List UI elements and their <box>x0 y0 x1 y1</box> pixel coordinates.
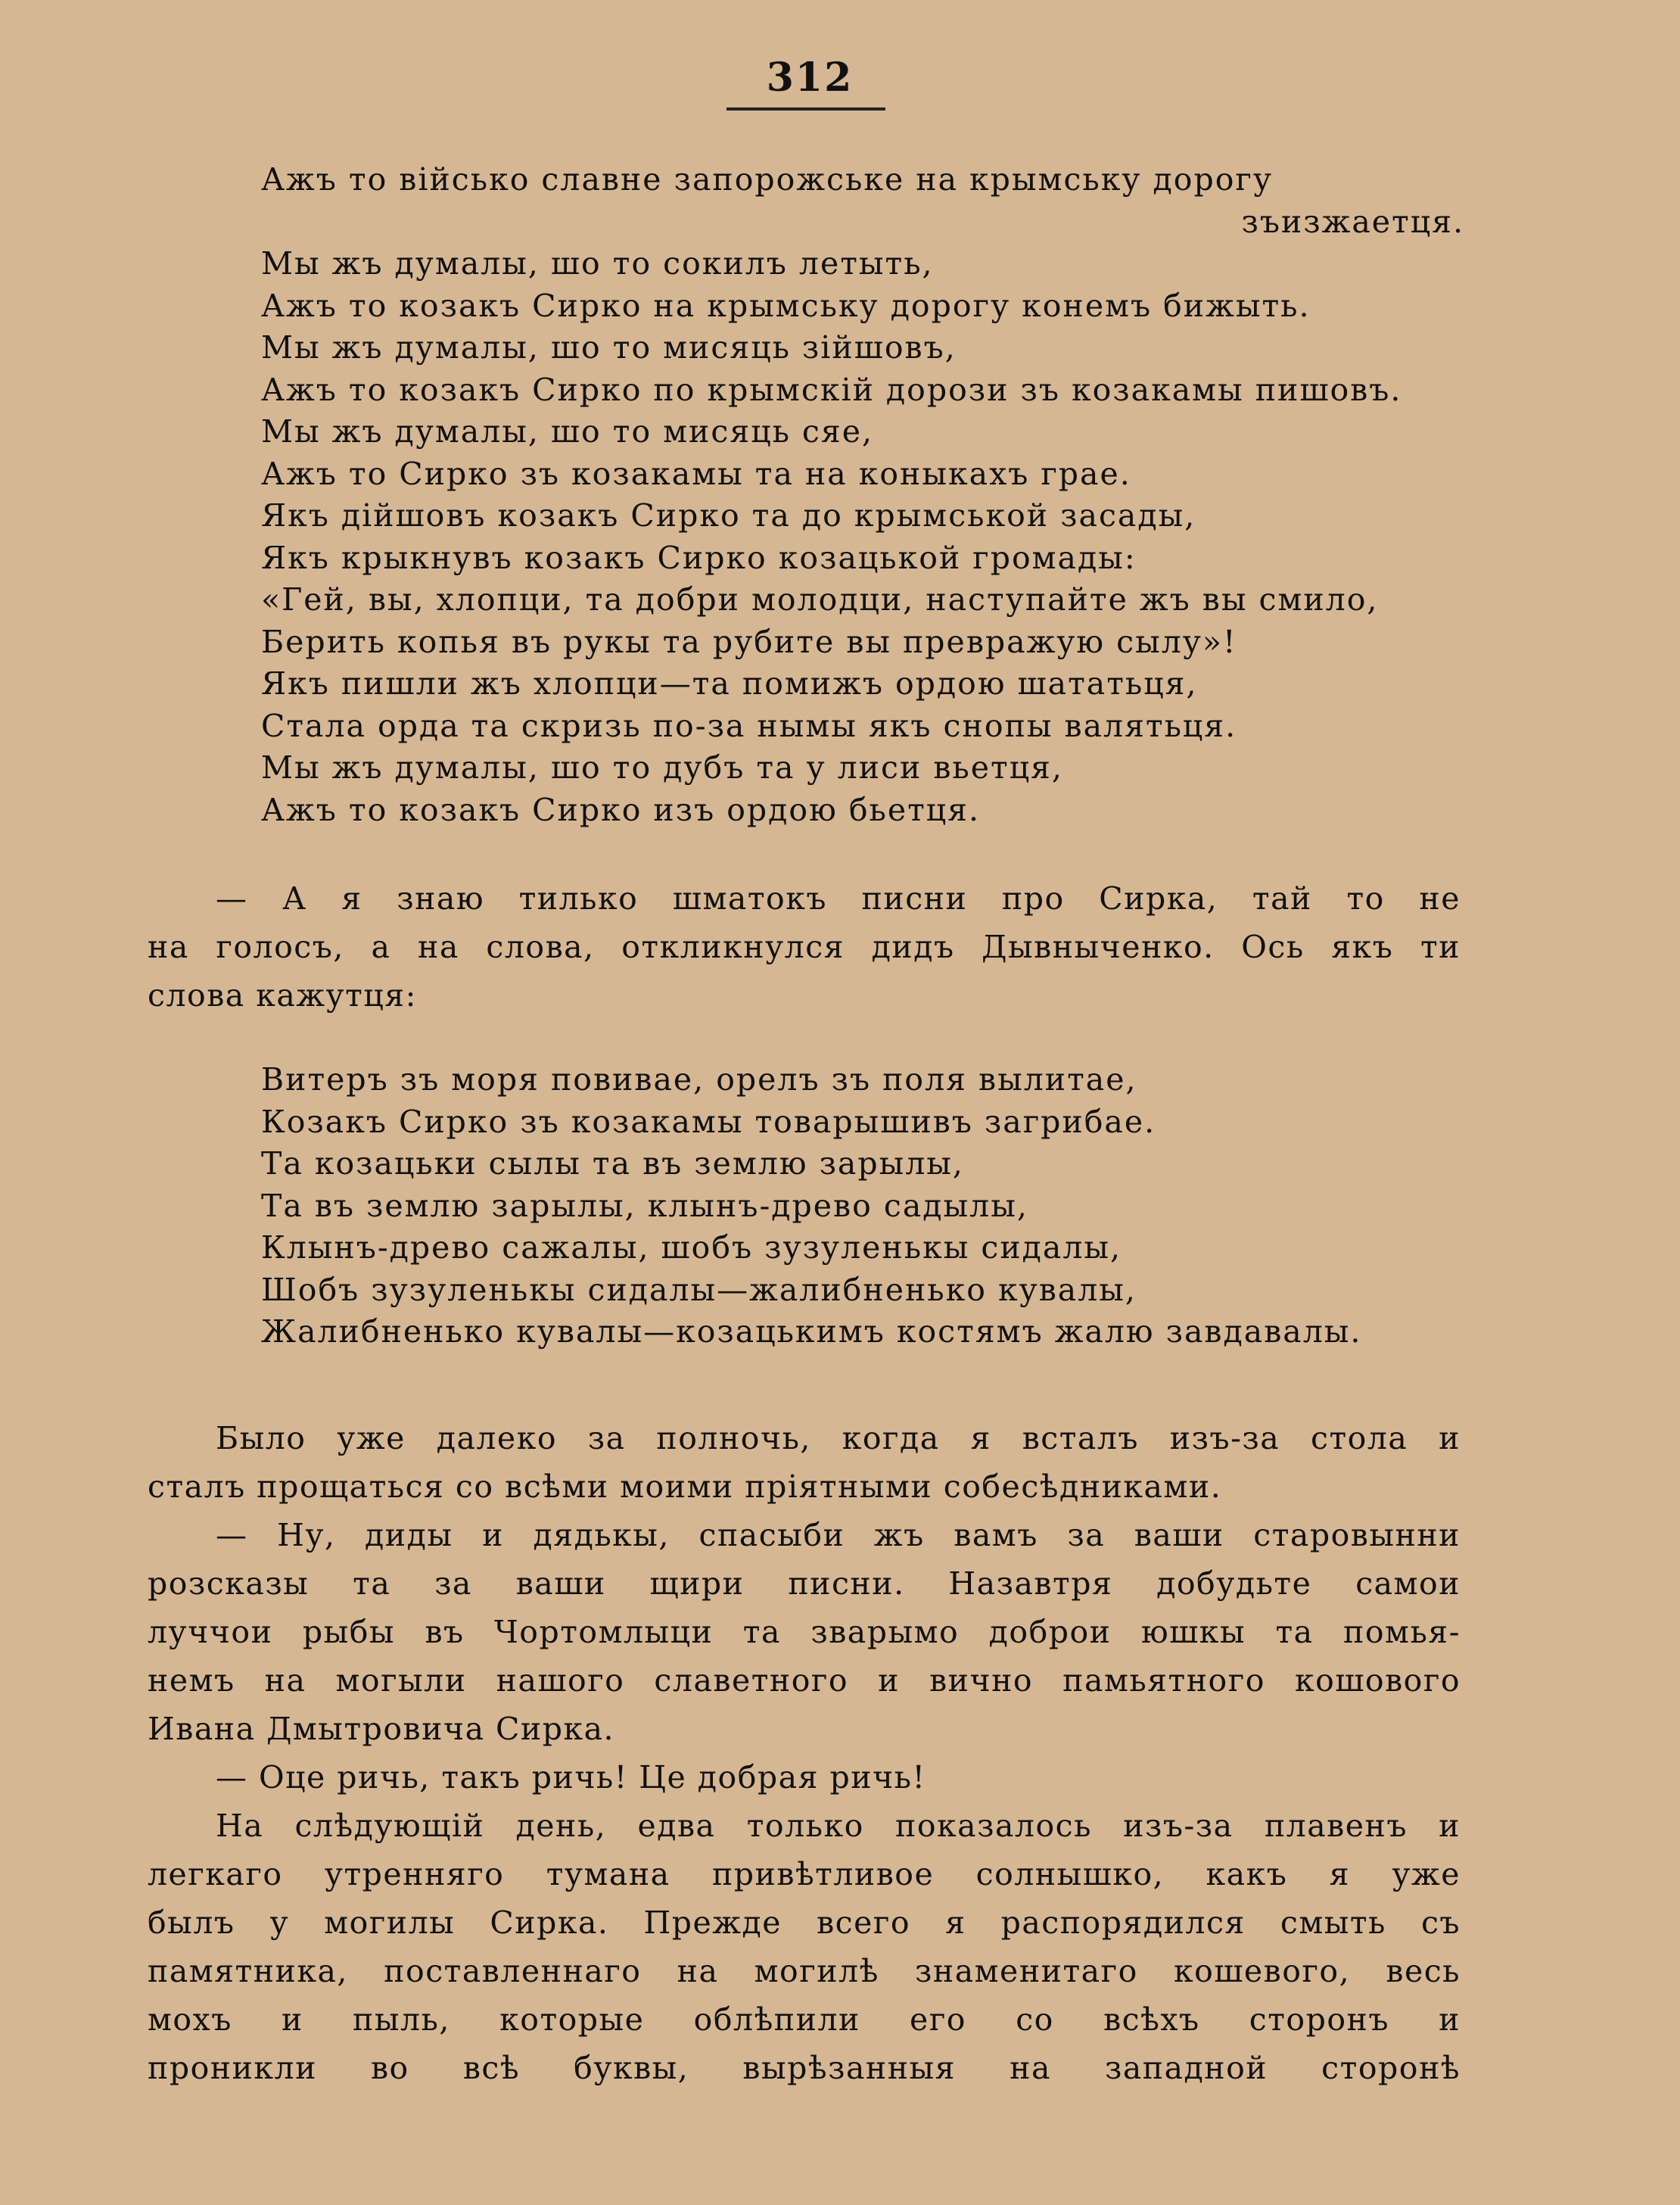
verse-line: Ажъ то Сирко зъ козакамы та на коныкахъ грае. <box>261 455 1131 492</box>
verse-line: Клынъ-древо сажалы, шобъ зузуленькы сидалы, <box>261 1229 1122 1266</box>
verse-line: Жалибненько кувалы—козацькимъ костямъ жалю завдавалы. <box>261 1313 1362 1350</box>
prose-line: проникли во всѣ буквы, вырѣзанныя на западной сторонѣ <box>148 2050 1461 2086</box>
verse-block-sirko-ride <box>261 159 1464 831</box>
verse-line: Якъ пишли жъ хлопци—та помижъ ордою шататьця, <box>261 665 1198 702</box>
prose-line: — Ну, диды и дядькы, спасыби жъ вамъ за ваши старовынни <box>216 1517 1461 1553</box>
verse-line: Витеръ зъ моря повивае, орелъ зъ поля вылитае, <box>261 1061 1137 1098</box>
prose-line: Было уже далеко за полночь, когда я всталъ изъ-за стола и <box>216 1420 1461 1456</box>
verse-line: Ажъ то козакъ Сирко по крымскій дорози зъ козакамы пишовъ. <box>261 371 1402 408</box>
prose-line: мохъ и пыль, которые облѣпили его со всѣхъ сторонъ и <box>148 2001 1461 2038</box>
verse-line: «Гей, вы, хлопци, та добри молодци, наступайте жъ вы смило, <box>261 581 1379 618</box>
verse-line: Якъ крыкнувъ козакъ Сирко козацькой громады: <box>261 539 1137 576</box>
verse-line: Та въ землю зарылы, клынъ-древо садылы, <box>261 1187 1028 1224</box>
verse-line: Стала орда та скризь по-за нымы якъ снопы валятьця. <box>261 707 1237 744</box>
prose-line: легкаго утренняго тумана привѣтливое солнышко, какъ я уже <box>148 1856 1461 1892</box>
prose-line: немъ на могыли нашого славетного и вично памьятного кошового <box>148 1662 1461 1699</box>
verse-line: Ажъ то козакъ Сирко изъ ордою бьетця. <box>261 791 981 828</box>
prose-block-farewell <box>148 1414 1461 2092</box>
prose-line: памятника, поставленнаго на могилѣ знаменитаго кошевого, весь <box>148 1953 1461 1989</box>
verse-line: Мы жъ думалы, шо то мисяць зійшовъ, <box>261 329 957 366</box>
verse-line: Та козацьки сылы та въ землю зарылы, <box>261 1145 964 1182</box>
header-rule <box>726 107 885 111</box>
prose-line: слова кажутця: <box>148 977 417 1014</box>
verse-line: Козакъ Сирко зъ козакамы товарышивъ загрибае. <box>261 1103 1156 1140</box>
prose-line: — А я знаю тилько шматокъ писни про Сирка, тай то не <box>216 880 1461 917</box>
prose-line: — Оце ричь, такъ ричь! Це добрая ричь! <box>216 1759 926 1795</box>
prose-line: луччои рыбы въ Чортомлыци та зварымо доброи юшкы та помья- <box>148 1614 1461 1650</box>
prose-line: На слѣдующій день, едва только показалось изъ-за плавенъ и <box>216 1808 1461 1844</box>
page-number: 312 <box>766 55 854 101</box>
prose-paragraph-divnychenko <box>148 874 1461 1020</box>
verse-line: Якъ дійшовъ козакъ Сирко та до крымськой засады, <box>261 497 1196 534</box>
verse-line: зъизжаетця. <box>1241 203 1464 240</box>
verse-line: Мы жъ думалы, шо то сокилъ летыть, <box>261 245 934 282</box>
prose-line: Ивана Дмытровича Сирка. <box>148 1711 615 1747</box>
prose-line: сталъ прощаться со всѣми моими пріятными собесѣдниками. <box>148 1468 1222 1505</box>
verse-line: Ажъ то військо славне запорожське на крымську дорогу <box>261 161 1273 198</box>
prose-line: былъ у могилы Сирка. Прежде всего я распорядился смыть съ <box>148 1904 1461 1941</box>
verse-line: Шобъ зузуленькы сидалы—жалибненько кувалы, <box>261 1271 1137 1308</box>
verse-block-wind-from-sea <box>261 1058 1361 1353</box>
verse-line: Берить копья въ рукы та рубите вы превражую сылу»! <box>261 623 1237 660</box>
prose-line: на голосъ, а на слова, откликнулся дидъ Дывныченко. Ось якъ ти <box>148 929 1461 965</box>
verse-line: Мы жъ думалы, шо то мисяць сяе, <box>261 413 874 450</box>
verse-line: Ажъ то козакъ Сирко на крымську дорогу конемъ бижыть. <box>261 287 1311 324</box>
prose-line: розсказы та за ваши щири писни. Назавтря добудьте самои <box>148 1565 1461 1602</box>
verse-line: Мы жъ думалы, шо то дубъ та у лиси вьетця, <box>261 749 1063 786</box>
